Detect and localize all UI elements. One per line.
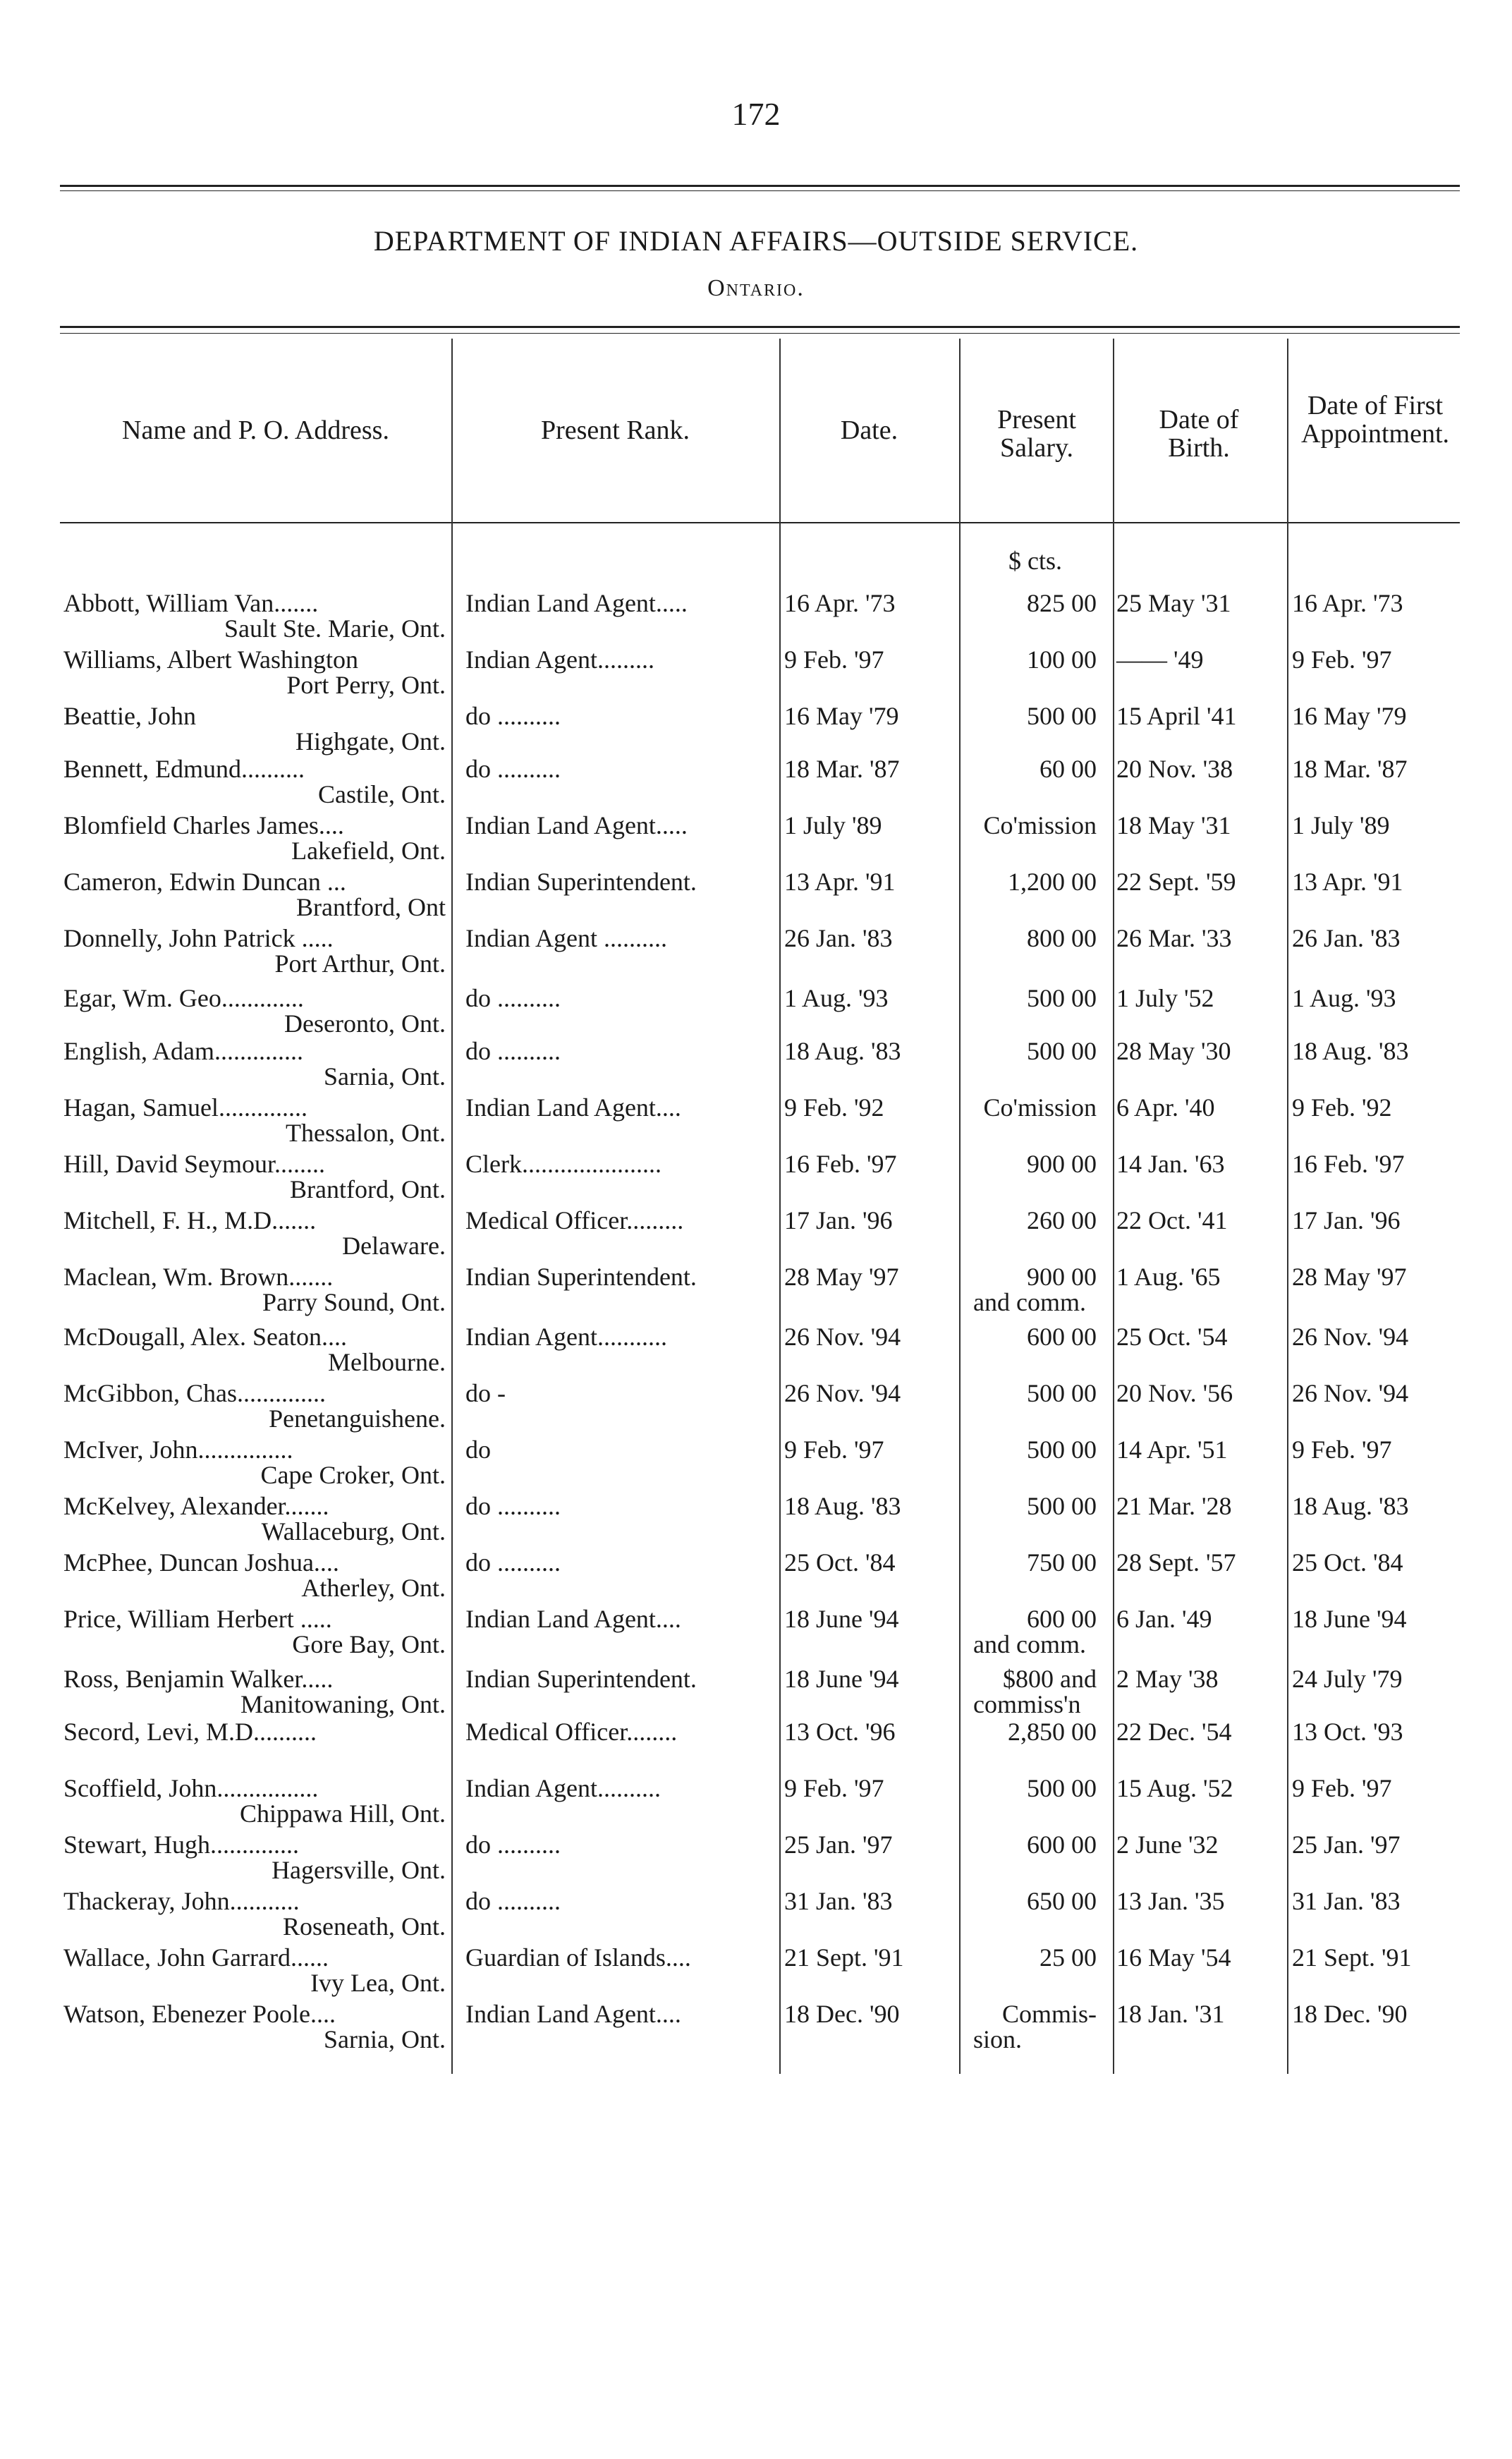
employee-address: Brantford, Ont. xyxy=(290,1175,446,1203)
employee-name: Donnelly, John Patrick ..... xyxy=(63,924,334,952)
employee-salary-note: sion. xyxy=(973,2025,1023,2053)
employee-salary-note: commiss'n xyxy=(973,1690,1081,1718)
appointment-date: 16 May '79 xyxy=(1292,702,1407,730)
employee-salary: 900 00 xyxy=(1027,1263,1097,1291)
column-divider xyxy=(451,339,453,2074)
employee-address: Gore Bay, Ont. xyxy=(292,1630,446,1658)
header-salary: Present Salary. xyxy=(997,405,1076,463)
employee-rank: do .......... xyxy=(465,1830,561,1859)
appointment-date: 18 Dec. '90 xyxy=(1292,2000,1408,2028)
employee-address: Cape Croker, Ont. xyxy=(260,1461,446,1489)
employee-salary: 650 00 xyxy=(1027,1887,1097,1915)
employee-rank: do .......... xyxy=(465,1887,561,1915)
employee-salary: 800 00 xyxy=(1027,924,1097,952)
employee-salary: 600 00 xyxy=(1027,1323,1097,1351)
employee-salary-note: and comm. xyxy=(973,1630,1086,1658)
employee-salary: 600 00 xyxy=(1027,1605,1097,1633)
rank-date: 18 Dec. '90 xyxy=(784,2000,900,2028)
appointment-date: 1 Aug. '93 xyxy=(1292,984,1396,1012)
employee-name: Hill, David Seymour........ xyxy=(63,1150,325,1178)
employee-rank: do - xyxy=(465,1379,506,1407)
birth-date: 2 June '32 xyxy=(1116,1830,1219,1859)
employee-name: McIver, John............... xyxy=(63,1435,293,1464)
employee-rank: do xyxy=(465,1435,491,1464)
rank-date: 9 Feb. '97 xyxy=(784,645,884,674)
birth-date: 1 July '52 xyxy=(1116,984,1214,1012)
column-divider xyxy=(959,339,961,2074)
employee-address: Delaware. xyxy=(342,1232,446,1260)
appointment-date: 18 Aug. '83 xyxy=(1292,1492,1409,1520)
employee-salary: Co'mission xyxy=(983,1093,1097,1122)
employee-rank: do .......... xyxy=(465,1548,561,1577)
employee-salary: $800 and xyxy=(1003,1665,1097,1693)
employee-name: McPhee, Duncan Joshua.... xyxy=(63,1548,339,1577)
employee-address: Parry Sound, Ont. xyxy=(262,1288,446,1316)
appointment-date: 31 Jan. '83 xyxy=(1292,1887,1401,1915)
employee-address: Highgate, Ont. xyxy=(295,727,446,755)
employee-name: Bennett, Edmund.......... xyxy=(63,755,305,783)
birth-date: 28 Sept. '57 xyxy=(1116,1548,1236,1577)
employee-salary: 1,200 00 xyxy=(1008,868,1097,896)
employee-rank: do .......... xyxy=(465,755,561,783)
employee-salary: 500 00 xyxy=(1027,984,1097,1012)
employee-rank: do .......... xyxy=(465,984,561,1012)
employee-name: Maclean, Wm. Brown....... xyxy=(63,1263,334,1291)
column-divider xyxy=(779,339,781,2074)
appointment-date: 17 Jan. '96 xyxy=(1292,1206,1401,1234)
employee-salary: 500 00 xyxy=(1027,1379,1097,1407)
employee-salary: 500 00 xyxy=(1027,702,1097,730)
appointment-date: 13 Apr. '91 xyxy=(1292,868,1403,896)
employee-rank: Indian Superintendent. xyxy=(465,1263,697,1291)
employee-rank: Indian Land Agent..... xyxy=(465,589,688,617)
employee-address: Melbourne. xyxy=(328,1348,446,1376)
employee-salary: 100 00 xyxy=(1027,645,1097,674)
page-subtitle: Ontario. xyxy=(707,275,805,301)
rank-date: 9 Feb. '97 xyxy=(784,1774,884,1802)
birth-date: 22 Dec. '54 xyxy=(1116,1718,1232,1746)
rank-date: 18 Aug. '83 xyxy=(784,1037,901,1065)
rank-date: 1 Aug. '93 xyxy=(784,984,889,1012)
employee-salary-note: and comm. xyxy=(973,1288,1086,1316)
employee-address: Port Arthur, Ont. xyxy=(274,949,446,978)
employee-name: McDougall, Alex. Seaton.... xyxy=(63,1323,347,1351)
employee-address: Sarnia, Ont. xyxy=(324,2025,446,2053)
appointment-date: 13 Oct. '93 xyxy=(1292,1718,1403,1746)
employee-salary: 825 00 xyxy=(1027,589,1097,617)
birth-date: 1 Aug. '65 xyxy=(1116,1263,1221,1291)
rank-date: 9 Feb. '92 xyxy=(784,1093,884,1122)
employee-rank: Medical Officer........ xyxy=(465,1718,678,1746)
employee-name: Price, William Herbert ..... xyxy=(63,1605,332,1633)
birth-date: 21 Mar. '28 xyxy=(1116,1492,1232,1520)
birth-date: 6 Apr. '40 xyxy=(1116,1093,1215,1122)
rank-date: 13 Apr. '91 xyxy=(784,868,896,896)
rank-date: 25 Oct. '84 xyxy=(784,1548,896,1577)
rank-date: 13 Oct. '96 xyxy=(784,1718,896,1746)
rule-header-bottom xyxy=(60,522,1460,523)
birth-date: 18 May '31 xyxy=(1116,811,1231,839)
column-divider xyxy=(1287,339,1288,2074)
employee-name: Scoffield, John................ xyxy=(63,1774,319,1802)
employee-name: McGibbon, Chas.............. xyxy=(63,1379,326,1407)
rank-date: 26 Jan. '83 xyxy=(784,924,893,952)
employee-address: Ivy Lea, Ont. xyxy=(310,1969,446,1997)
rank-date: 1 July '89 xyxy=(784,811,882,839)
employee-address: Brantford, Ont xyxy=(296,893,446,921)
birth-date: 20 Nov. '56 xyxy=(1116,1379,1233,1407)
salary-unit: $ cts. xyxy=(1008,547,1062,575)
header-date: Date. xyxy=(840,415,898,445)
rank-date: 16 Apr. '73 xyxy=(784,589,896,617)
employee-rank: do .......... xyxy=(465,1492,561,1520)
employee-address: Castile, Ont. xyxy=(318,780,446,808)
employee-salary: 25 00 xyxy=(1040,1943,1097,1972)
rule-top-thin xyxy=(60,190,1460,191)
rank-date: 18 Aug. '83 xyxy=(784,1492,901,1520)
employee-address: Deseronto, Ont. xyxy=(284,1009,446,1038)
employee-salary: 500 00 xyxy=(1027,1492,1097,1520)
employee-salary: 60 00 xyxy=(1040,755,1097,783)
employee-rank: Medical Officer......... xyxy=(465,1206,684,1234)
employee-name: Blomfield Charles James.... xyxy=(63,811,344,839)
employee-rank: do .......... xyxy=(465,702,561,730)
appointment-date: 9 Feb. '97 xyxy=(1292,1774,1392,1802)
employee-rank: Indian Land Agent.... xyxy=(465,1093,681,1122)
employee-salary: 2,850 00 xyxy=(1008,1718,1097,1746)
birth-date: 15 April '41 xyxy=(1116,702,1237,730)
employee-address: Sarnia, Ont. xyxy=(324,1062,446,1091)
employee-name: Hagan, Samuel.............. xyxy=(63,1093,307,1122)
appointment-date: 26 Jan. '83 xyxy=(1292,924,1401,952)
appointment-date: 16 Feb. '97 xyxy=(1292,1150,1405,1178)
birth-date: 26 Mar. '33 xyxy=(1116,924,1232,952)
header-birth: Date of Birth. xyxy=(1159,405,1239,463)
birth-date: 15 Aug. '52 xyxy=(1116,1774,1233,1802)
appointment-date: 9 Feb. '97 xyxy=(1292,645,1392,674)
birth-date: 25 Oct. '54 xyxy=(1116,1323,1228,1351)
birth-date: 14 Apr. '51 xyxy=(1116,1435,1228,1464)
employee-address: Thessalon, Ont. xyxy=(286,1119,446,1147)
birth-date: 22 Sept. '59 xyxy=(1116,868,1236,896)
employee-salary: 260 00 xyxy=(1027,1206,1097,1234)
employee-rank: do .......... xyxy=(465,1037,561,1065)
employee-name: Watson, Ebenezer Poole.... xyxy=(63,2000,336,2028)
birth-date: 18 Jan. '31 xyxy=(1116,2000,1225,2028)
header-appointment: Date of First Appointment. xyxy=(1301,391,1450,449)
employee-name: Abbott, William Van....... xyxy=(63,589,319,617)
employee-name: Williams, Albert Washington xyxy=(63,645,358,674)
birth-date: 13 Jan. '35 xyxy=(1116,1887,1225,1915)
employee-salary: 750 00 xyxy=(1027,1548,1097,1577)
employee-name: Beattie, John xyxy=(63,702,196,730)
employee-rank: Indian Land Agent.... xyxy=(465,1605,681,1633)
employee-rank: Indian Agent .......... xyxy=(465,924,667,952)
appointment-date: 18 Aug. '83 xyxy=(1292,1037,1409,1065)
employee-address: Manitowaning, Ont. xyxy=(240,1690,446,1718)
rank-date: 25 Jan. '97 xyxy=(784,1830,893,1859)
employee-name: Egar, Wm. Geo............. xyxy=(63,984,304,1012)
appointment-date: 9 Feb. '92 xyxy=(1292,1093,1392,1122)
employee-address: Sault Ste. Marie, Ont. xyxy=(224,614,446,643)
employee-address: Chippawa Hill, Ont. xyxy=(240,1799,446,1828)
employee-rank: Indian Land Agent..... xyxy=(465,811,688,839)
employee-name: English, Adam.............. xyxy=(63,1037,303,1065)
rank-date: 16 Feb. '97 xyxy=(784,1150,897,1178)
rank-date: 18 June '94 xyxy=(784,1665,899,1693)
appointment-date: 18 Mar. '87 xyxy=(1292,755,1408,783)
employee-name: Wallace, John Garrard...... xyxy=(63,1943,329,1972)
employee-address: Lakefield, Ont. xyxy=(291,837,446,865)
birth-date: 16 May '54 xyxy=(1116,1943,1231,1972)
appointment-date: 25 Oct. '84 xyxy=(1292,1548,1403,1577)
employee-name: Mitchell, F. H., M.D....... xyxy=(63,1206,317,1234)
employee-rank: Indian Superintendent. xyxy=(465,1665,697,1693)
birth-date: 25 May '31 xyxy=(1116,589,1231,617)
employee-name: Ross, Benjamin Walker..... xyxy=(63,1665,334,1693)
birth-date: 2 May '38 xyxy=(1116,1665,1219,1693)
rank-date: 18 June '94 xyxy=(784,1605,899,1633)
employee-salary: 500 00 xyxy=(1027,1037,1097,1065)
rank-date: 21 Sept. '91 xyxy=(784,1943,904,1972)
employee-address: Hagersville, Ont. xyxy=(272,1856,446,1884)
page-title: DEPARTMENT OF INDIAN AFFAIRS—OUTSIDE SERVICE. xyxy=(373,225,1139,257)
appointment-date: 18 June '94 xyxy=(1292,1605,1407,1633)
header-name: Name and P. O. Address. xyxy=(122,415,389,445)
employee-address: Atherley, Ont. xyxy=(301,1574,446,1602)
employee-rank: Indian Land Agent.... xyxy=(465,2000,681,2028)
employee-salary: Commis- xyxy=(1001,2000,1097,2028)
employee-rank: Indian Superintendent. xyxy=(465,868,697,896)
page-number: 172 xyxy=(731,96,781,132)
employee-rank: Clerk...................... xyxy=(465,1150,662,1178)
employee-address: Roseneath, Ont. xyxy=(283,1912,446,1941)
employee-name: Secord, Levi, M.D.......... xyxy=(63,1718,317,1746)
employee-name: Stewart, Hugh.............. xyxy=(63,1830,299,1859)
employee-salary: 600 00 xyxy=(1027,1830,1097,1859)
rank-date: 18 Mar. '87 xyxy=(784,755,900,783)
appointment-date: 1 July '89 xyxy=(1292,811,1390,839)
rule-top xyxy=(60,185,1460,187)
rank-date: 16 May '79 xyxy=(784,702,899,730)
rule-header-top-thin xyxy=(60,333,1460,334)
rank-date: 17 Jan. '96 xyxy=(784,1206,893,1234)
birth-date: 20 Nov. '38 xyxy=(1116,755,1233,783)
employee-address: Penetanguishene. xyxy=(269,1404,446,1433)
appointment-date: 28 May '97 xyxy=(1292,1263,1407,1291)
employee-salary: 500 00 xyxy=(1027,1774,1097,1802)
rank-date: 28 May '97 xyxy=(784,1263,899,1291)
employee-address: Port Perry, Ont. xyxy=(286,671,446,699)
employee-address: Wallaceburg, Ont. xyxy=(261,1517,446,1546)
employee-salary: 500 00 xyxy=(1027,1435,1097,1464)
birth-date: 14 Jan. '63 xyxy=(1116,1150,1225,1178)
birth-date: —— '49 xyxy=(1116,645,1204,674)
employee-rank: Indian Agent......... xyxy=(465,645,654,674)
appointment-date: 25 Jan. '97 xyxy=(1292,1830,1401,1859)
appointment-date: 24 July '79 xyxy=(1292,1665,1403,1693)
birth-date: 6 Jan. '49 xyxy=(1116,1605,1212,1633)
employee-name: Thackeray, John........... xyxy=(63,1887,300,1915)
employee-name: McKelvey, Alexander....... xyxy=(63,1492,329,1520)
appointment-date: 16 Apr. '73 xyxy=(1292,589,1403,617)
column-divider xyxy=(1113,339,1114,2074)
rule-header-top xyxy=(60,326,1460,328)
rank-date: 26 Nov. '94 xyxy=(784,1379,901,1407)
appointment-date: 26 Nov. '94 xyxy=(1292,1379,1409,1407)
employee-salary: 900 00 xyxy=(1027,1150,1097,1178)
employee-rank: Indian Agent........... xyxy=(465,1323,667,1351)
rank-date: 26 Nov. '94 xyxy=(784,1323,901,1351)
employee-rank: Indian Agent.......... xyxy=(465,1774,661,1802)
birth-date: 28 May '30 xyxy=(1116,1037,1231,1065)
rank-date: 31 Jan. '83 xyxy=(784,1887,893,1915)
appointment-date: 21 Sept. '91 xyxy=(1292,1943,1412,1972)
appointment-date: 26 Nov. '94 xyxy=(1292,1323,1409,1351)
employee-salary: Co'mission xyxy=(983,811,1097,839)
employee-rank: Guardian of Islands.... xyxy=(465,1943,691,1972)
birth-date: 22 Oct. '41 xyxy=(1116,1206,1228,1234)
appointment-date: 9 Feb. '97 xyxy=(1292,1435,1392,1464)
header-rank: Present Rank. xyxy=(540,415,690,445)
employee-name: Cameron, Edwin Duncan ... xyxy=(63,868,346,896)
rank-date: 9 Feb. '97 xyxy=(784,1435,884,1464)
